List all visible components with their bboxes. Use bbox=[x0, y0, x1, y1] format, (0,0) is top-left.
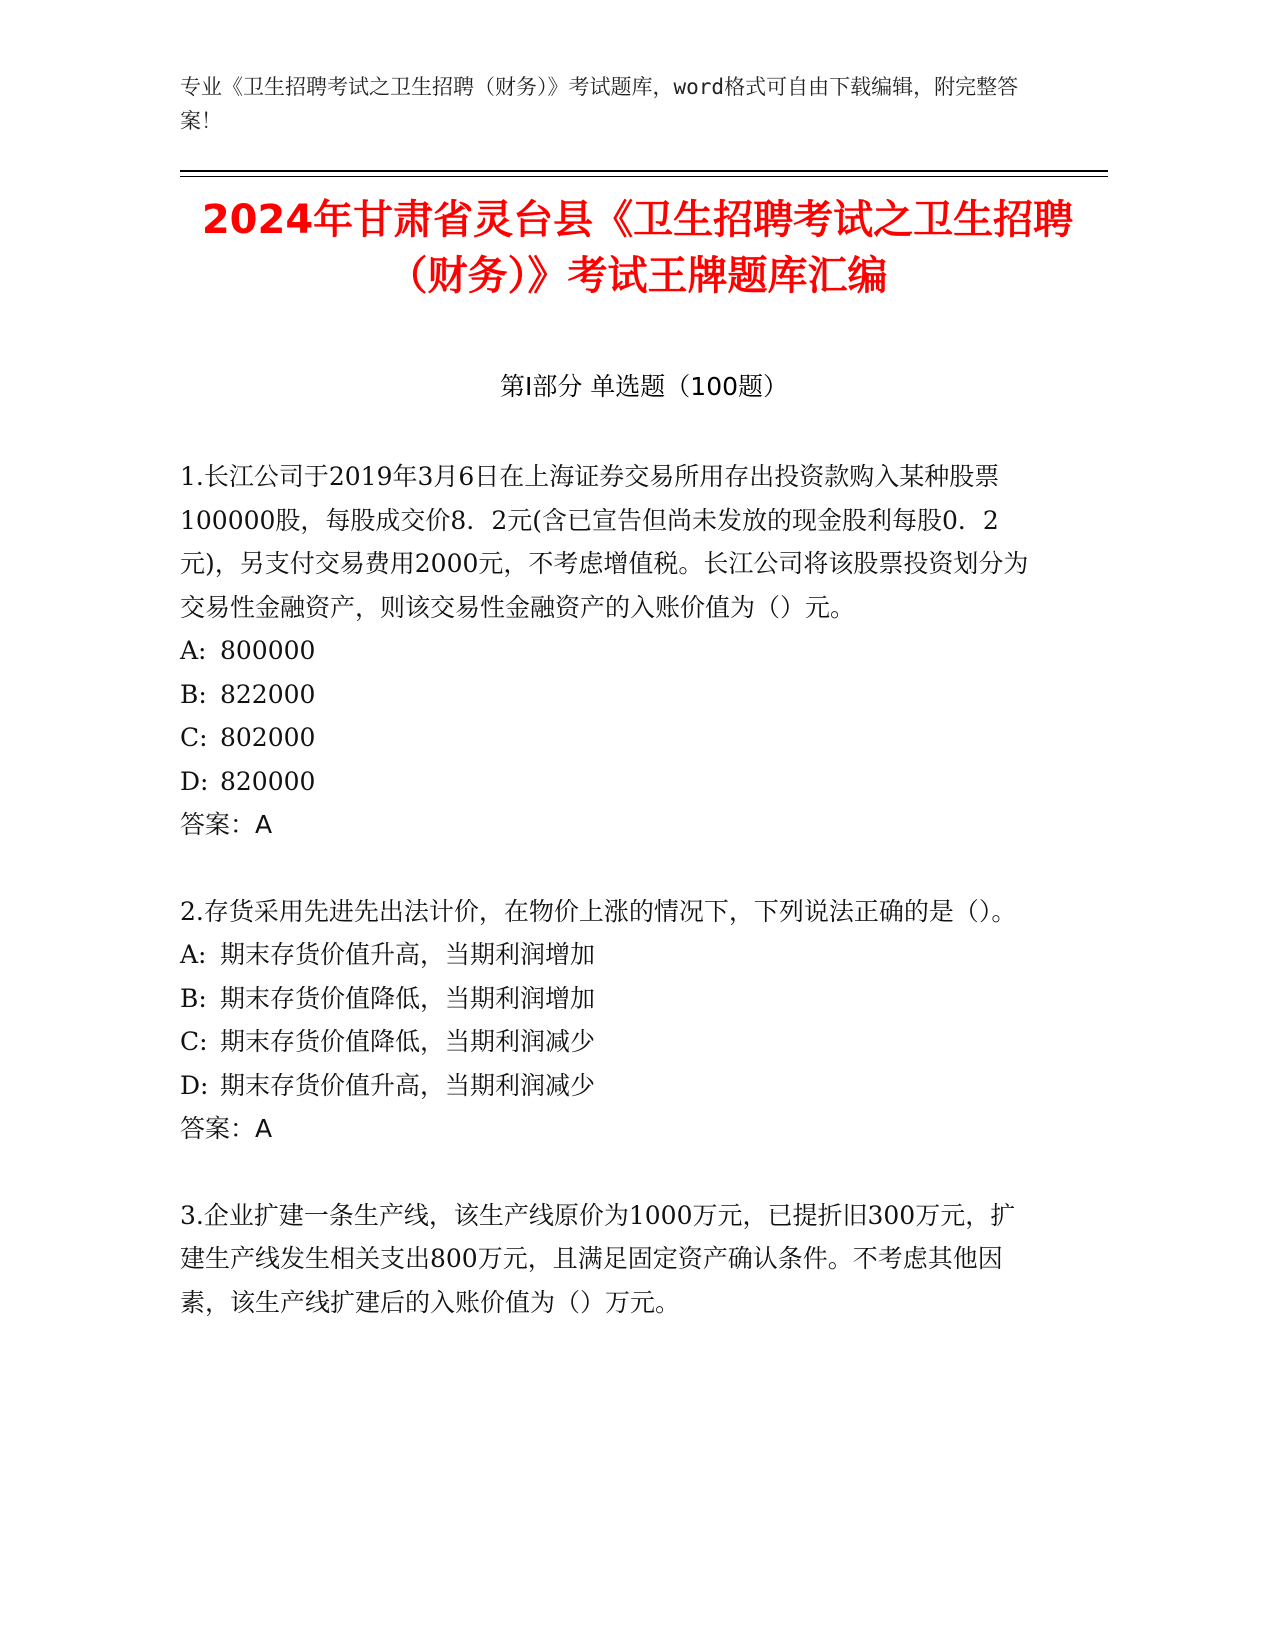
question-list bbox=[180, 455, 1040, 1367]
header-note: 专业《卫生招聘考试之卫生招聘（财务）》考试题库，word格式可自由下载编辑，附完整答案！ bbox=[180, 75, 1019, 133]
question-stem: 1.长江公司于2019年3月6日在上海证券交易所用存出投资款购入某种股票100000股，每股成交价8．2元(含已宣告但尚未发放的现金股利每股0．2元)，另支付交易费用2000元，不考虑增值税。长江公司将该股票投资划分为交易性金融资产，则该交易性金融资产的入账价值为（）元。 bbox=[180, 462, 1029, 622]
option-letter: C: bbox=[180, 1027, 208, 1056]
option-text: 822000 bbox=[220, 679, 316, 709]
answer-key: 答案：A bbox=[180, 810, 273, 839]
option-text: 期末存货价值升高，当期利润增加 bbox=[220, 940, 596, 969]
option-letter: B: bbox=[180, 983, 207, 1013]
answer-option bbox=[180, 1064, 1040, 1108]
option-text: 800000 bbox=[220, 636, 316, 665]
document-title: 2024年甘肃省灵台县《卫生招聘考试之卫生招聘（财务）》考试王牌题库汇编 bbox=[201, 197, 1074, 299]
answer-option bbox=[180, 1020, 1040, 1064]
option-text: 802000 bbox=[220, 723, 316, 752]
header-divider bbox=[180, 170, 1108, 172]
answer-option bbox=[180, 629, 1040, 673]
answer-key: 答案：A bbox=[180, 1114, 273, 1143]
question-item bbox=[180, 1194, 1040, 1325]
question-stem: 2.存货采用先进先出法计价，在物价上涨的情况下，下列说法正确的是（）。 bbox=[180, 896, 1017, 926]
option-letter: D: bbox=[180, 1070, 209, 1100]
answer-option bbox=[180, 933, 1040, 977]
option-letter: C: bbox=[180, 723, 208, 752]
question-item bbox=[180, 890, 1040, 1151]
header-divider-thin bbox=[180, 176, 1108, 177]
answer-option bbox=[180, 716, 1040, 760]
option-text: 期末存货价值降低，当期利润增加 bbox=[220, 983, 596, 1013]
option-text: 期末存货价值升高，当期利润减少 bbox=[220, 1070, 596, 1100]
answer-option bbox=[180, 760, 1040, 804]
option-text: 820000 bbox=[220, 766, 316, 796]
question-stem: 3.企业扩建一条生产线，该生产线原价为1000万元，已提折旧300万元，扩建生产线发生相关支出800万元，且满足固定资产确认条件。不考虑其他因素，该生产线扩建后的入账价值为（）万元。 bbox=[180, 1200, 1016, 1317]
option-letter: A: bbox=[180, 636, 207, 665]
option-letter: B: bbox=[180, 679, 207, 709]
question-item bbox=[180, 455, 1040, 847]
section-title: 第Ⅰ部分 单选题（100题） bbox=[499, 372, 789, 401]
option-letter: D: bbox=[180, 766, 209, 796]
option-text: 期末存货价值降低，当期利润减少 bbox=[220, 1027, 596, 1056]
option-letter: A: bbox=[180, 940, 207, 969]
answer-option bbox=[180, 673, 1040, 717]
answer-option bbox=[180, 977, 1040, 1021]
